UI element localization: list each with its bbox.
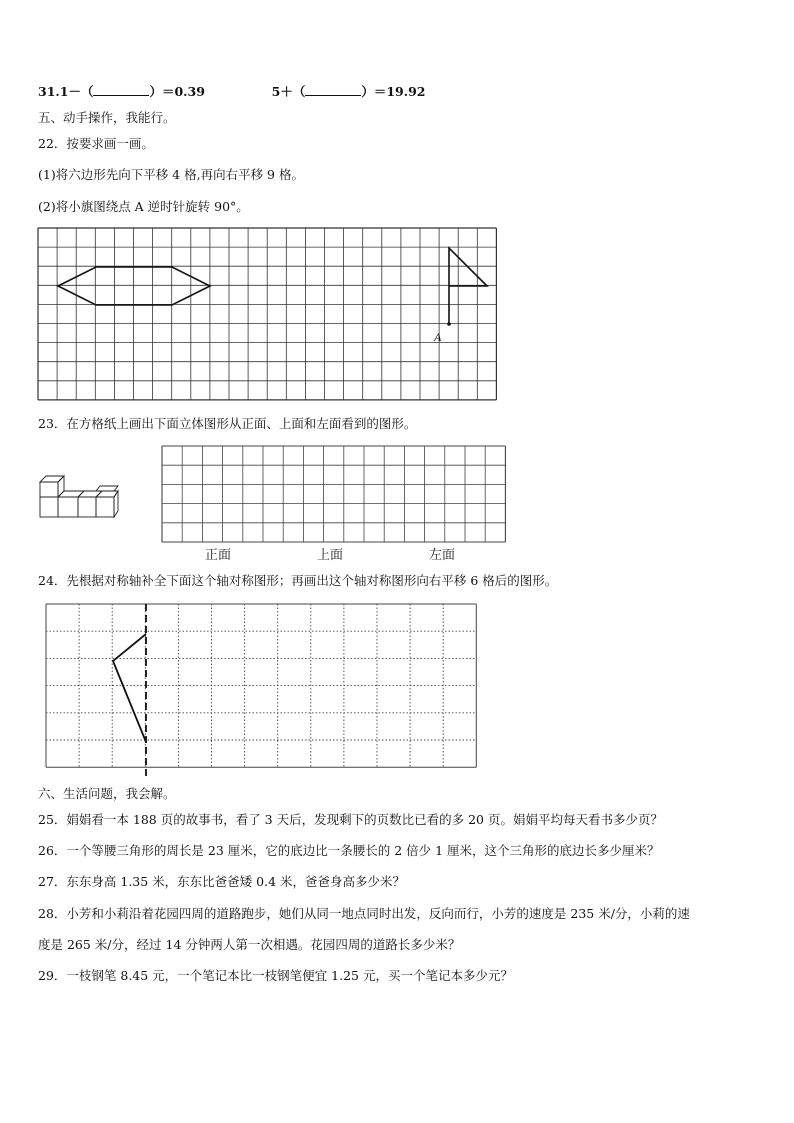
caption-left-view: 左面 — [429, 548, 456, 563]
hexagon-shape — [58, 267, 210, 305]
section-five-title: 五、动手操作，我能行。 — [38, 110, 176, 125]
q24-grid-lines — [46, 604, 476, 767]
problem-28-line2: 度是 265 米/分，经过 14 分钟两人第一次相遇。花园四周的道路长多少米？ — [38, 937, 461, 952]
q24-grid-figure — [46, 604, 478, 776]
q23-grid-figure — [162, 446, 506, 542]
q22-grid-lines — [38, 228, 496, 400]
fill-in-row — [38, 84, 425, 100]
q23-grid-lines — [162, 446, 505, 542]
point-a-label: A — [434, 330, 442, 344]
caption-front-view: 正面 — [205, 548, 232, 563]
problem-27: 27．东东身高 1.35 米，东东比爸爸矮 0.4 米，爸爸身高多少米？ — [38, 874, 406, 889]
q22-part2: (2)将小旗图绕点 A 逆时针旋转 90°。 — [38, 199, 249, 214]
q22-part1: (1)将六边形先向下平移 4 格,再向右平移 9 格。 — [38, 167, 304, 182]
right-expression-prefix: 5＋（ — [271, 84, 306, 99]
flag-shape — [449, 248, 487, 324]
caption-top-view: 上面 — [317, 548, 344, 563]
problem-25: 25．娟娟看一本 188 页的故事书，看了 3 天后，发现剩下的页数比已看的多 20 页。娟娟平均每天看书多少页？ — [38, 812, 663, 827]
section-six-title: 六、生活问题，我会解。 — [38, 786, 176, 801]
point-a-dot — [447, 322, 451, 326]
q24-title: 24．先根据对称轴补全下面这个轴对称图形；再画出这个轴对称图形向右平移 6 格后的图形。 — [38, 573, 558, 588]
q22-grid-figure — [38, 228, 508, 402]
answer-blank-2[interactable] — [305, 95, 361, 96]
problem-26: 26．一个等腰三角形的周长是 23 厘米，它的底边比一条腰长的 2 倍少 1 厘米，这个三角形的底边长多少厘米？ — [38, 843, 660, 858]
q23-title: 23．在方格纸上画出下面立体图形从正面、上面和左面看到的图形。 — [38, 416, 417, 431]
left-expression-suffix: ）＝0.39 — [149, 84, 205, 99]
half-symmetric-shape — [113, 634, 146, 742]
left-expression-prefix: 31.1－（ — [38, 84, 94, 99]
answer-blank-1[interactable] — [93, 95, 149, 96]
problem-29: 29．一枝钢笔 8.45 元，一个笔记本比一枝钢笔便宜 1.25 元，买一个笔记本多少元？ — [38, 968, 513, 983]
right-expression-suffix: ）＝19.92 — [361, 84, 426, 99]
q22-title: 22．按要求画一画。 — [38, 136, 154, 151]
problem-28-line1: 28．小芳和小莉沿着花园四周的道路跑步，她们从同一地点同时出发，反向而行，小芳的速度是 235 米/分，小莉的速 — [38, 906, 690, 921]
cube-solid-figure — [38, 470, 118, 522]
